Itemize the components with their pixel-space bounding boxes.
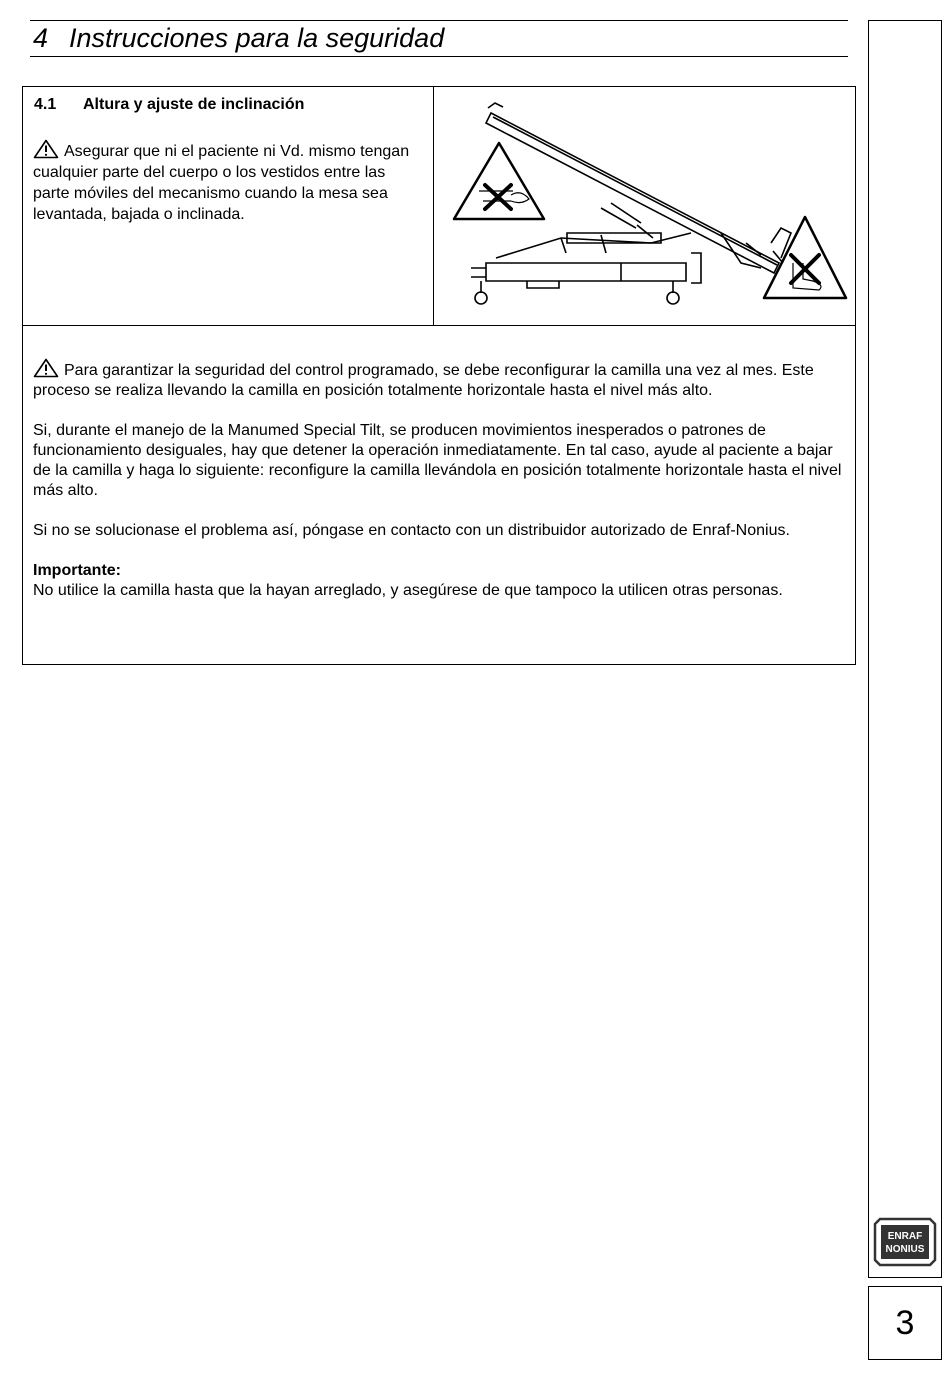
warning-triangle-icon <box>33 358 59 378</box>
safety-notes-content <box>33 358 849 621</box>
tilt-table-pinch-warning-illustration <box>441 93 851 319</box>
section-box-divider <box>433 87 434 325</box>
section-heading <box>34 96 304 114</box>
side-tab-frame <box>868 20 942 1278</box>
reconfigure-warning-text: Para garantizar la seguridad del control programado, se debe reconfigurar la camilla una vez al mes. Este proceso se realiza llevando la camilla en posición totalmente horizontale hasta el nivel más alto. <box>33 362 814 399</box>
logo-line2: NONIUS <box>885 1244 925 1255</box>
warning-triangle-icon <box>33 139 59 159</box>
page-number: 3 <box>868 1286 942 1360</box>
chapter-number: 4 <box>33 23 49 53</box>
logo-line1: ENRAF <box>887 1231 923 1242</box>
section-warning-text: Asegurar que ni el paciente ni Vd. mismo tengan cualquier parte del cuerpo o los vestidos entre las parte móviles del mecanismo cuando la mesa sea levantada, bajada o inclinada. <box>33 143 410 223</box>
chapter-title <box>33 21 444 55</box>
section-warning <box>33 139 423 225</box>
section-box <box>22 86 856 326</box>
safety-notes-box <box>22 325 856 665</box>
enraf-nonius-logo <box>872 1216 938 1268</box>
important-note <box>33 561 849 601</box>
malfunction-paragraph: Si, durante el manejo de la Manumed Special Tilt, se producen movimientos inesperados o patrones de funcionamiento desiguales, hay que detener la operación inmediatamente. En tal caso, ayude al paciente a bajar de la camilla y haga lo siguiente: reconfigure la camilla llevándola en posición totalmente horizontale hasta el nivel más alto. <box>33 422 842 499</box>
header-rule-bottom <box>30 56 848 57</box>
important-label: Importante: <box>33 562 121 579</box>
hand-pinch-warning-icon <box>454 143 544 219</box>
important-text: No utilice la camilla hasta que la hayan arreglado, y asegúrese de que tampoco la utilicen otras personas. <box>33 582 783 599</box>
section-number: 4.1 <box>34 96 57 113</box>
foot-pinch-warning-icon <box>764 217 846 298</box>
reconfigure-warning <box>33 358 849 401</box>
contact-paragraph: Si no se solucionase el problema así, póngase en contacto con un distribuidor autorizado de Enraf-Nonius. <box>33 522 790 539</box>
section-title: Altura y ajuste de inclinación <box>83 96 305 113</box>
chapter-title-text: Instrucciones para la seguridad <box>69 23 445 53</box>
